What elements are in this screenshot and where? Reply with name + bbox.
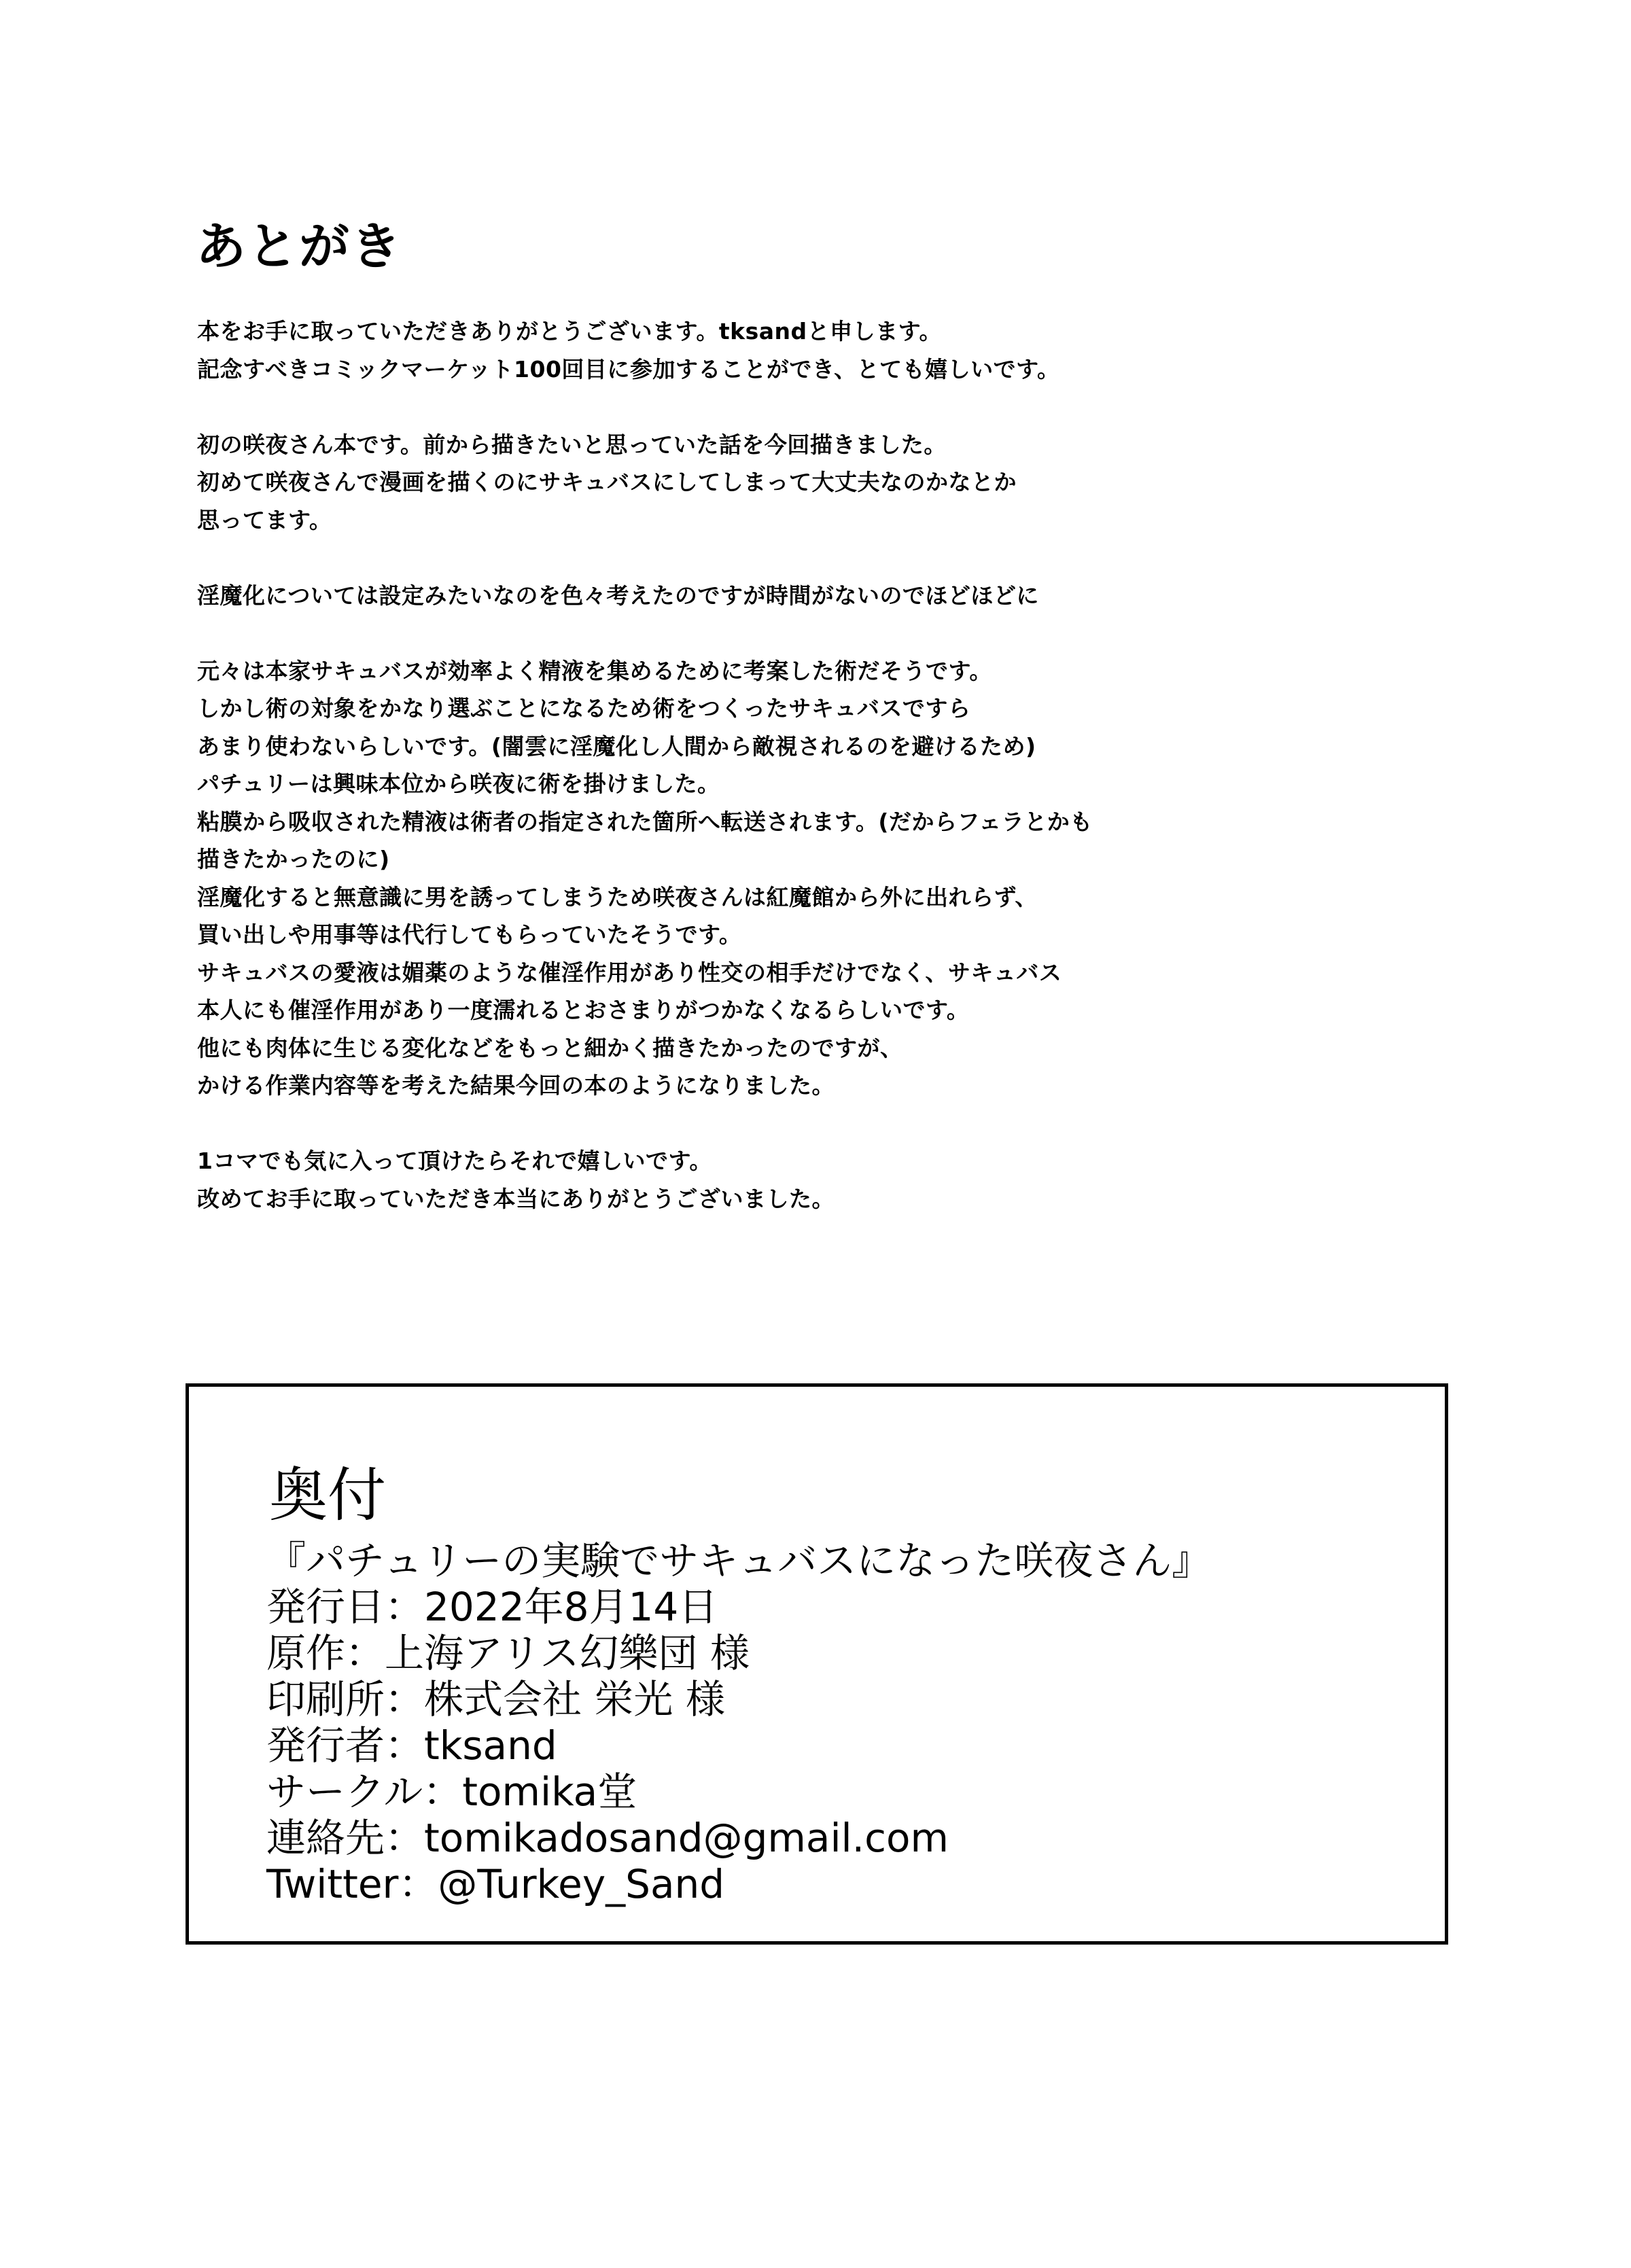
- afterword-line: 淫魔化すると無意識に男を誘ってしまうため咲夜さんは紅魔館から外に出れらず、: [197, 883, 1038, 910]
- afterword-line: 淫魔化については設定みたいなのを色々考えたのですが時間がないのでほどほどに: [197, 582, 1039, 609]
- afterword-line: 買い出しや用事等は代行してもらっていたそうです。: [197, 921, 742, 948]
- colophon-original-work: 原作：上海アリス幻樂団 様: [266, 1630, 750, 1676]
- afterword-blank-line: [197, 614, 1420, 652]
- afterword-line: 本をお手に取っていただきありがとうございます。tksandと申します。: [197, 318, 942, 344]
- afterword-blank-line: [197, 1105, 1420, 1143]
- afterword-line: 元々は本家サキュバスが効率よく精液を集めるために考案した術だそうです。: [197, 657, 992, 684]
- afterword-line: 初の咲夜さん本です。前から描きたいと思っていた話を今回描きました。: [197, 431, 947, 458]
- colophon-publisher: 発行者：tksand: [266, 1722, 557, 1769]
- afterword-line: あまり使わないらしいです。(闇雲に淫魔化し人間から敵視されるのを避けるため): [197, 732, 1036, 760]
- afterword-line: 粘膜から吸収された精液は術者の指定された箇所へ転送されます。(だからフェラとかも: [197, 808, 1093, 835]
- colophon-twitter: Twitter：@Turkey_Sand: [266, 1861, 725, 1907]
- colophon-title: 奥付: [269, 1461, 386, 1529]
- colophon-book-title: 『パチュリーの実験でサキュバスになった咲夜さん』: [266, 1538, 1212, 1584]
- afterword-line: 他にも肉体に生じる変化などをもっと細かく描きたかったのですが、: [197, 1034, 903, 1061]
- afterword-line: しかし術の対象をかなり選ぶことになるため術をつくったサキュバスですら: [197, 695, 971, 722]
- afterword-line: 描きたかったのに): [197, 846, 390, 872]
- afterword-line: かける作業内容等を考えた結果今回の本のようになりました。: [197, 1072, 835, 1099]
- afterword-line: サキュバスの愛液は媚薬のような催淫作用があり性交の相手だけでなく、サキュバス: [197, 959, 1062, 986]
- colophon-publish-date: 発行日：2022年8月14日: [266, 1584, 718, 1630]
- afterword-line: 1コマでも気に入って頂けたらそれで嬉しいです。: [197, 1148, 712, 1174]
- afterword-title: あとがき: [196, 217, 402, 276]
- colophon-contact: 連絡先：tomikadosand@gmail.com: [266, 1815, 949, 1861]
- colophon-printer: 印刷所：株式会社 栄光 様: [266, 1676, 725, 1722]
- afterword-blank-line: [197, 539, 1420, 577]
- afterword-line: 改めてお手に取っていただき本当にありがとうございました。: [197, 1185, 835, 1212]
- colophon-circle: サークル：tomika堂: [266, 1769, 637, 1815]
- afterword-line: パチュリーは興味本位から咲夜に術を掛けました。: [197, 770, 720, 797]
- colophon-details: [266, 1538, 1211, 1907]
- afterword-line: 思ってます。: [197, 506, 332, 533]
- afterword-line: 記念すべきコミックマーケット100回目に参加することができ、とても嬉しいです。: [197, 355, 1060, 383]
- afterword-line: 初めて咲夜さんで漫画を描くのにサキュバスにしてしまって大丈夫なのかなとか: [197, 469, 1017, 495]
- afterword-body: [197, 313, 1420, 1218]
- afterword-line: 本人にも催淫作用があり一度濡れるとおさまりがつかなくなるらしいです。: [197, 997, 970, 1023]
- colophon-box: [186, 1383, 1448, 1945]
- afterword-blank-line: [197, 388, 1420, 426]
